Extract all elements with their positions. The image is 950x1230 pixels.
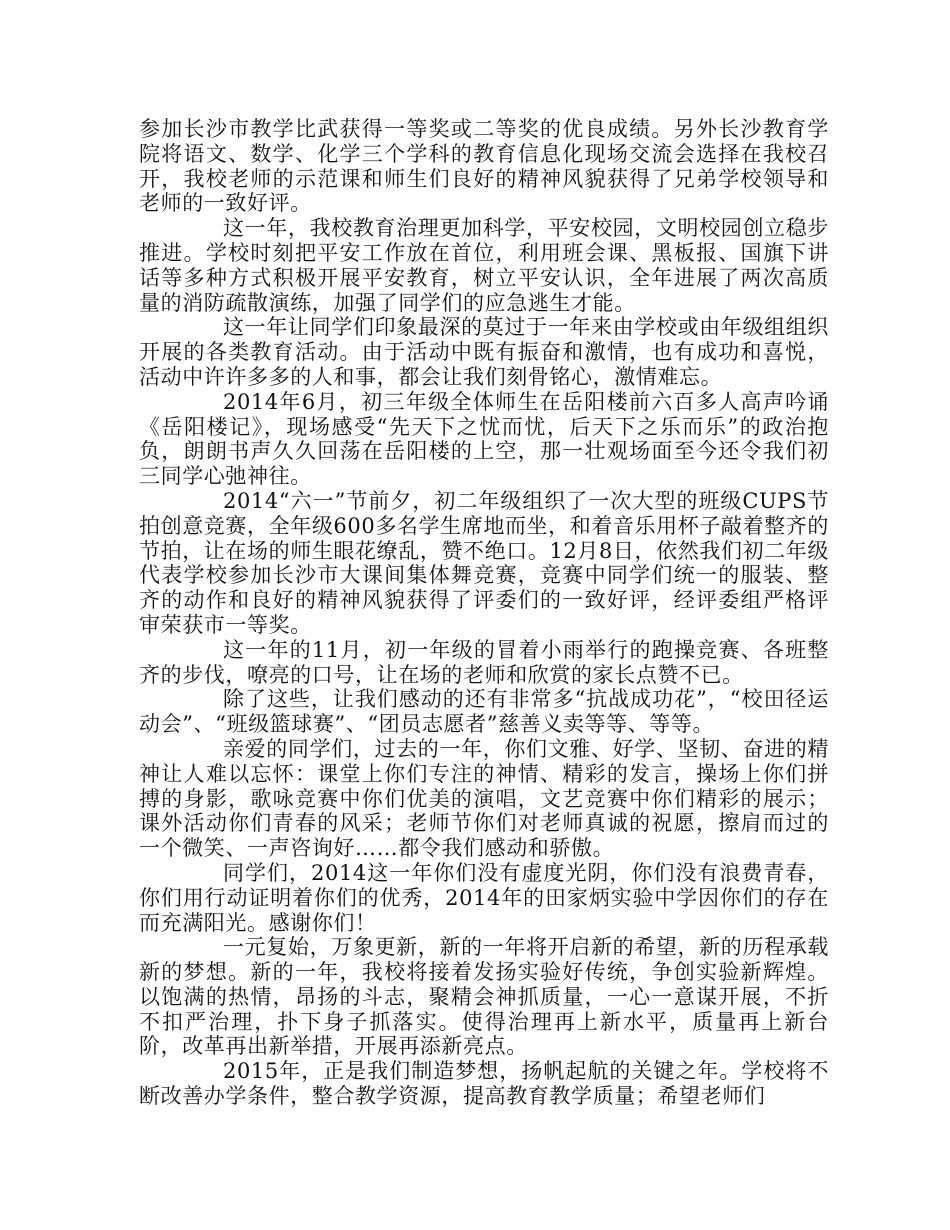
paragraph-7: 除了这些，让我们感动的还有非常多“抗战成功花”，“校田径运动会”、“班级篮球赛”、“团员志愿者”慈善义卖等等、等等。 (139, 687, 829, 737)
paragraph-5: 2014“六一”节前夕，初二年级组织了一次大型的班级CUPS节拍创意竞赛，全年级600多名学生席地而坐，和着音乐用杯子敲着整齐的节拍，让在场的师生眼花缭乱，赞不绝口。12月8日，依然我们初二年级代表学校参加长沙市大课间集体舞竞赛，竞赛中同学们统一的服装、整齐的动作和良好的精神风貌获得了评委们的一致好评，经评委组严格评审荣获市一等奖。 (139, 488, 829, 637)
paragraph-8: 亲爱的同学们，过去的一年，你们文雅、好学、坚韧、奋进的精神让人难以忘怀：课堂上你们专注的神情、精彩的发言，操场上你们拼搏的身影，歌咏竞赛中你们优美的演唱，文艺竞赛中你们精彩的展示；课外活动你们青春的风采；老师节你们对老师真诚的祝愿，擦肩而过的一个微笑、一声咨询好……都令我们感动和骄傲。 (139, 736, 829, 861)
document-body (139, 117, 829, 1109)
paragraph-1: 参加长沙市教学比武获得一等奖或二等奖的优良成绩。另外长沙教育学院将语文、数学、化学三个学科的教育信息化现场交流会选择在我校召开，我校老师的示范课和师生们良好的精神风貌获得了兄弟学校领导和老师的一致好评。 (139, 117, 829, 216)
paragraph-4: 2014年6月，初三年级全体师生在岳阳楼前六百多人高声吟诵《岳阳楼记》，现场感受“先天下之忧而忧，后天下之乐而乐”的政治抱负，朗朗书声久久回荡在岳阳楼的上空，那一壮观场面至今还令我们初三同学心弛神往。 (139, 389, 829, 489)
paragraph-9: 同学们，2014这一年你们没有虚度光阴，你们没有浪费青春，你们用行动证明着你们的优秀，2014年的田家炳实验中学因你们的存在而充满阳光。感谢你们！ (139, 860, 829, 935)
paragraph-10: 一元复始，万象更新，新的一年将开启新的希望，新的历程承载新的梦想。新的一年，我校将接着发扬实验好传统，争创实验新辉煌。以饱满的热情，昂扬的斗志，聚精会神抓质量，一心一意谋开展，不折不扣严治理，扑下身子抓落实。使得治理再上新水平，质量再上新台阶，改革再出新举措，开展再添新亮点。 (139, 935, 829, 1059)
paragraph-6: 这一年的11月，初一年级的冒着小雨举行的跑操竞赛、各班整齐的步伐，嘹亮的口号，让在场的老师和欣赏的家长点赞不已。 (139, 637, 829, 687)
paragraph-3: 这一年让同学们印象最深的莫过于一年来由学校或由年级组组织开展的各类教育活动。由于活动中既有振奋和激情，也有成功和喜悦，活动中许许多多的人和事，都会让我们刻骨铭心，激情难忘。 (139, 315, 829, 389)
paragraph-2: 这一年，我校教育治理更加科学，平安校园，文明校园创立稳步推进。学校时刻把平安工作放在首位，利用班会课、黑板报、国旗下讲话等多种方式积极开展平安教育，树立平安认识，全年进展了两次高质量的消防疏散演练，加强了同学们的应急逃生才能。 (139, 216, 829, 315)
paragraph-11: 2015年，正是我们制造梦想，扬帆起航的关键之年。学校将不断改善办学条件，整合教学资源，提高教育教学质量；希望老师们 (139, 1059, 829, 1109)
